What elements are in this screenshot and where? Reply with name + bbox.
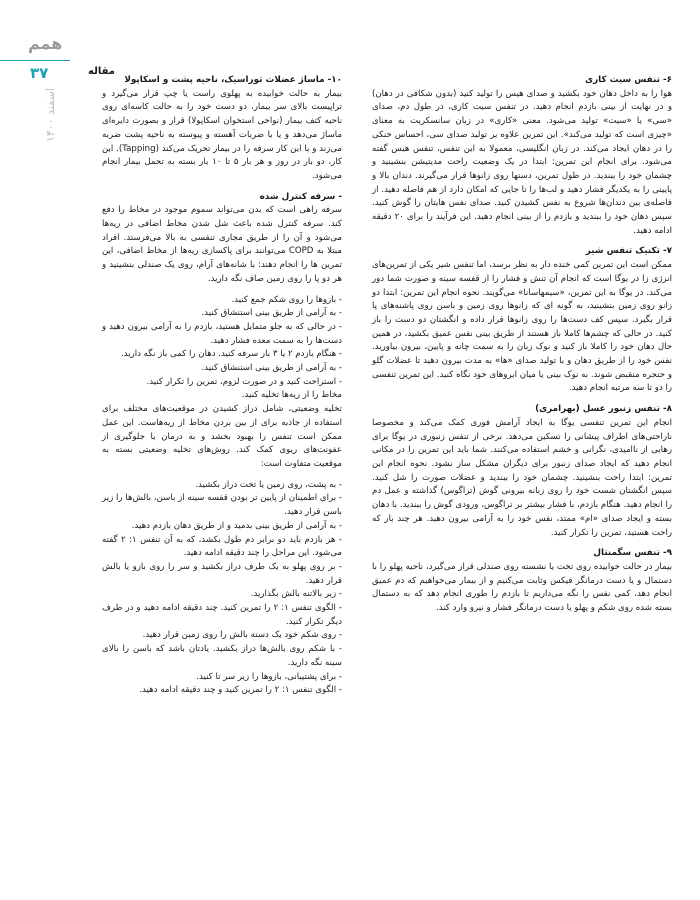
list-item: - هنگام بازدم ۲ یا ۳ بار سرفه کنید. دهان را کمی باز نگه دارید. (120, 349, 342, 360)
list-item: - بر روی پهلو به یک طرف دراز بکشید و سر را روی بازو یا بالش قرار دهید. (102, 561, 342, 586)
list-item: - روی شکم خود یک دسته بالش را روی زمین قرار دهید. (142, 630, 342, 641)
page-number: ۳۷ (30, 64, 49, 82)
list-item: - استراحت کنید و در صورت لزوم، تمرین را تکرار کنید. (146, 376, 342, 387)
list-item: - به آرامی از طریق بینی استنشاق کنید. (201, 363, 342, 374)
section-heading: ۱۰- ماساژ عضلات توراسیک، ناحیه پشت و اسکاپولا (124, 75, 342, 85)
body-paragraph: سرفه راهی است که بدن می‌تواند سموم موجود در مخاط را دفع کند. سرفه کنترل شده باعث شل شدن مخاط اضافی در ریه‌ها می‌شود و آن را از طریق مجاری تنفسی به بالا می‌فرستد. افراد مبتلا به COPD می‌توانند برای پاکسازی ریه‌ها از مخاط اضافی، این تمرین ها را انجام دهند: با شانه‌های آرام، روی یک صندلی بنشینید و هر دو پا را روی زمین صاف نگه دارید. (102, 205, 342, 284)
issue-date-vertical: اسفند ۱۴۰۰ (44, 88, 57, 143)
list-item: - زیر بالاتنه بالش بگذارید. (250, 589, 342, 600)
body-paragraph: تخلیه وضعیتی، شامل دراز کشیدن در موقعیت‌های مختلف برای استفاده از جاذبه برای از بین بردن مخاط از ریه‌هاست. این عمل ممکن است تنفس را بهبود بخشد و به درمان یا جلوگیری از عفونت‌های ریوی کمک کند. روش‌های تخلیه وضعیتی بسته به موقعیت متفاوت است: (102, 404, 342, 469)
body-paragraph: بیمار در حالت خوابیده روی تخت یا نشسته روی صندلی قرار می‌گیرد، ناحیه پهلو را با دستمال و یا دست درمانگر فیکس وثابت می‌کنیم و از بیمار می‌خواهیم که دم عمیق انجام دهد، کمی نفس را نگه می‌داریم تا بازدم را طوری انجام دهد که به دستمال بسته شده روی شکم و پهلو یا دست درمانگر فشار و نیرو وارد کند. (372, 561, 672, 614)
section-heading: - سرفه کنترل شده (259, 191, 342, 202)
list-item: - برای اطمینان از پایین تر بودن قفسه سینه از باسن، بالش‌ها را زیر باسن قرار دهید. (102, 493, 342, 518)
list-item: - با شکم روی بالش‌ها دراز بکشید. یادتان باشد که باسن را بالای سینه نگه دارید. (102, 644, 342, 668)
body-paragraph: ممکن است این تمرین کمی خنده دار به نظر برسد، اما تنفس شیر یکی از تمرین‌های انرژی زا در یوگا است که انجام آن تنش و فشار را از قفسه سینه و صورت شما دور می‌کند. در یوگا به این تمرین، «سیمهاسانا» می‌گویند. نحوه انجام این تمرین: ابتدا دو زانو روی زمین بنشینید، به گونه ای که زانوها روی زمین و باسن روی پاشنه‌های پا قرار بگیرد. سپس کف دست‌ها را روی زانوها قرار داده و انگشتان دو دست را باز کنید. در حالی که چشم‌ها کاملا باز هستند از طریق بینی نفس عمیق بکشید، در همین حال دهان خود را کاملا باز کنید و نوک زبان را به سمت چانه و پایین، بیرون بیاورید. نفس خود را از طریق دهان و با تولید صدای «ها» به مدت بیرون دهید تا عضلات گلو و حنجره منقبض شوند. به نوک بینی یا میان ابروهای خود نگاه کنید. این تمرین تنفسی را دو تا سه مرتبه انجام دهید. (372, 260, 672, 394)
list-item: - هر بازدم باید دو برابر دم طول بکشد، که به آن تنفس ۱: ۲ گفته می‌شود. این مراحل را چند دقیقه ادامه دهید. (102, 534, 342, 559)
body-paragraph: هوا را به داخل دهان خود بکشید و صدای هیس را تولید کنید (بدون شکافی در دهان) و در نهایت از بینی بازدم انجام دهید. در تنفس سیت کاری، در طول دم، صدای «سی» یا «سیت» تولید می‌شود. معنی «کاری» در زبان سانسکریت به معنای «چیزی است که تولید می‌کند». این تمرین علاوه بر تولید صدای سی، احساس خنکی را در دهان ایجاد می‌کند. در زبان انگلیسی، معمولا به این تنفس، تنفس هیس گفته می‌شود. برای انجام این تمرین: ابتدا در یک وضعیت راحت مدیتیشن بنشینید و چشمان خود را ببندید. در طول تمرین، دستها روی زانوها قرار می‌گیرند. دندان بالا و پایینی را به یکدیگر فشار دهید و لب‌ها را تا جایی که امکان دارد از هم فاصله دهید. از فاصله‌ی بین دندان‌ها شروع به نفس کشیدن کنید. صدای نفس هایتان را گوش کنید. سپس دهان خود را ببندید و بازدم را از بینی انجام دهید. این فرآیند را برای ۲۰ دقیقه ادامه دهید. (372, 88, 672, 236)
section-heading: ۸- تنفس زنبور عسل (بهرامری) (535, 404, 672, 415)
body-paragraph: انجام این تمرین تنفسی یوگا به ایجاد آرامش فوری کمک می‌کند و مخصوصا ناراحتی‌های اطراف پیشانی را تسکین می‌دهد. برخی از تنفس زنبوری در یوگا برای رهایی از ناامیدی، نگرانی و خشم استفاده می‌کنند. شما باید این تمرین را در مکانی انجام دهید که ایجاد صدای زنبور برای دیگران مشکل ساز نشود. نحوه انجام این تمرین: ابتدا راحت بنشینید. چشمان خود را ببندید و عضلات صورت را شل کنید. سپس انگشتان شست خود را روی زبانه بیرونی گوش (تراگوس) گذاشته و عمل دم را انجام دهید. هنگام بازدم، با فشار بیشتر بر تراگوس، ورودی گوش را ببندید. با دهان بسته و ایجاد صدای «ام» ممتد، نفس خود را به آرامی بیرون دهید. هر چند بار که راحت هستید، تمرین را تکرار کنید. (372, 417, 672, 538)
step-list (102, 479, 342, 698)
list-item: - به پشت، روی زمین یا تخت دراز بکشید. (195, 479, 342, 490)
magazine-logo: همم (28, 34, 63, 53)
list-item: مخاط را از ریه‌ها تخلیه کنید. (241, 390, 342, 401)
left-column (102, 68, 342, 698)
list-item: - برای پشتیبانی، بازوها را زیر سر تا کنید. (196, 671, 342, 682)
step-list (102, 294, 342, 404)
list-item: - به آرامی از طریق بینی بدمید و از طریق دهان بازدم دهید. (131, 520, 342, 531)
list-item: - الگوی تنفس ۱: ۲ را تمرین کنید و چند دقیقه ادامه دهید. (139, 685, 342, 696)
list-item: - به آرامی از طریق بینی استنشاق کنید. (201, 308, 342, 319)
right-column (372, 68, 672, 623)
section-heading: ۹- تنفس سگمنتال (593, 548, 672, 559)
list-item: - الگوی تنفس ۱: ۲ را تمرین کنید. چند دقیقه ادامه دهید و در طرف دیگر تکرار کنید. (102, 603, 342, 627)
section-label: مقاله (88, 66, 115, 77)
header-rule (0, 60, 70, 61)
section-heading: ۶- تنفس سیت کاری (585, 75, 672, 85)
section-heading: ۷- تکنیک تنفس شیر (585, 246, 672, 257)
body-paragraph: بیمار به حالت خوابیده به پهلوی راست یا چپ قرار می‌گیرد و تراپیست بالای سر بیمار، دو دست خود را به حالت کاسه‌ای روی ناحیه کتف بیمار (نواحی استخوان اسکاپولا) قرار و بصورت دایره‌ای ماساژ می‌دهد و یا با ضربات آهسته و پیوسته به ناحیه پشت ضربه می‌زند و با این کار سرفه را در بیمار تحریک می‌کند (Tapping). این کار، دو بار در روز و هر بار ۵ تا ۱۰ بار بسته به تحمل بیمار انجام می‌شود. (102, 88, 343, 181)
list-item: - در حالی که به جلو متمایل هستید، بازدم را به آرامی بیرون دهید و دست‌ها را به سمت معده فشار دهید. (102, 321, 342, 346)
list-item: - بازوها را روی شکم جمع کنید. (231, 294, 342, 305)
